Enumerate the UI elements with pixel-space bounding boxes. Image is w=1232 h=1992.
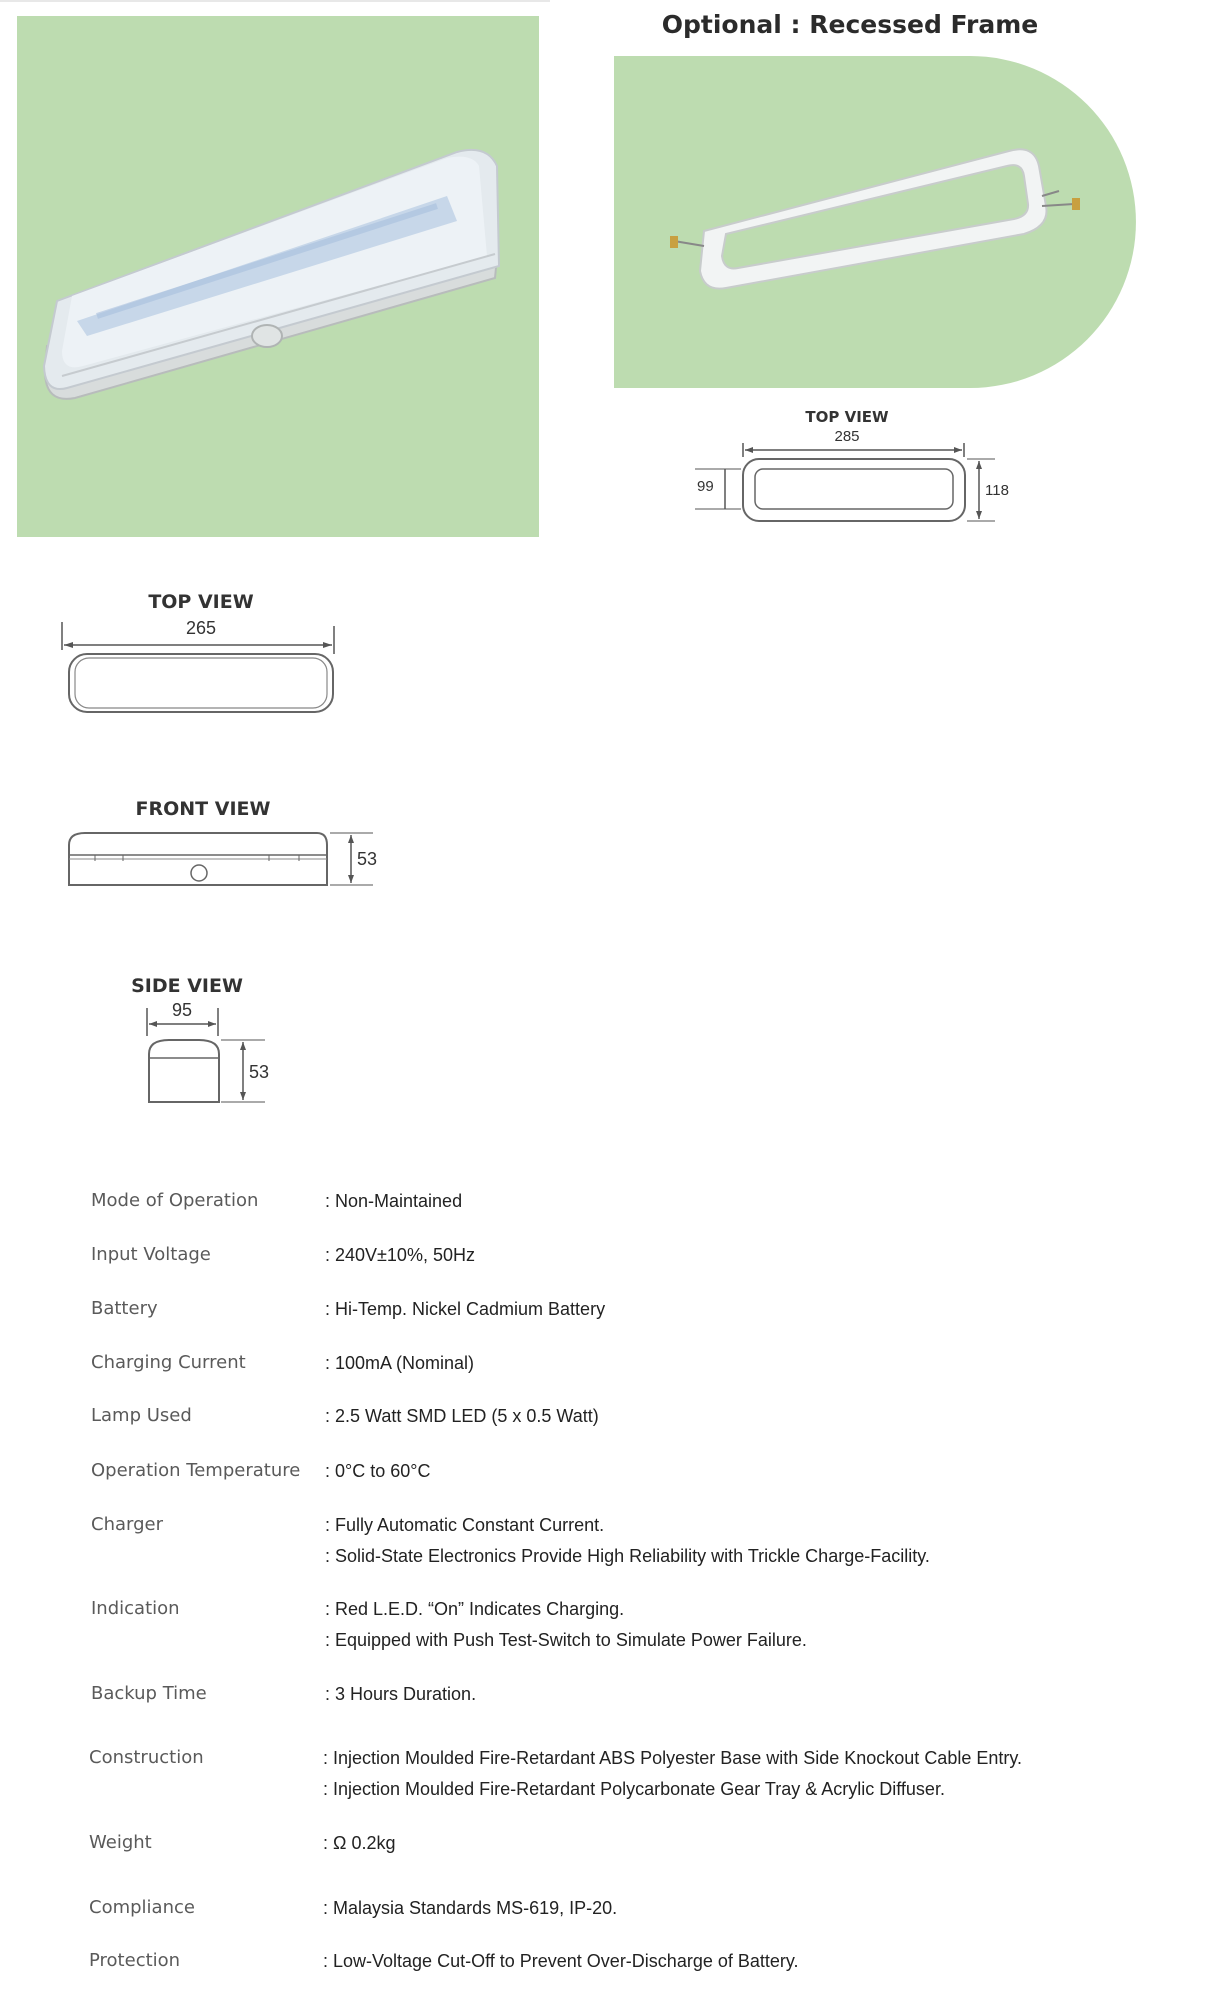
frame-top-view-title: TOP VIEW <box>805 408 889 426</box>
spec-label: Weight <box>89 1832 152 1853</box>
spec-label: Backup Time <box>91 1683 207 1704</box>
unit-top-view-title: TOP VIEW <box>148 591 254 613</box>
unit-width-label: 265 <box>185 618 217 638</box>
top-divider <box>0 0 550 2</box>
product-photo <box>17 16 539 537</box>
spec-label: Mode of Operation <box>91 1190 259 1211</box>
unit-side-view-title: SIDE VIEW <box>131 975 243 997</box>
spec-label: Lamp Used <box>91 1405 192 1426</box>
spec-value: : Ω 0.2kg <box>323 1833 396 1853</box>
recessed-frame-title: Optional : Recessed Frame <box>661 10 1039 39</box>
unit-front-view-drawing <box>55 795 395 905</box>
spec-value: : 2.5 Watt SMD LED (5 x 0.5 Watt) <box>325 1406 599 1426</box>
unit-front-height-label: 53 <box>357 849 378 869</box>
frame-top-view-drawing <box>695 405 1015 525</box>
spec-label: Battery <box>91 1298 158 1319</box>
unit-top-view-drawing <box>55 588 355 728</box>
spec-value: : Malaysia Standards MS-619, IP-20. <box>323 1898 618 1918</box>
spec-label: Charger <box>91 1514 163 1535</box>
unit-side-width-label: 95 <box>171 1000 193 1020</box>
emergency-light-illustration <box>17 16 539 537</box>
unit-side-height-label: 53 <box>249 1062 270 1082</box>
recessed-frame-illustration <box>614 56 1136 388</box>
spec-value: : Fully Automatic Constant Current. <box>325 1515 605 1535</box>
spec-value: : 100mA (Nominal) <box>325 1353 475 1373</box>
spec-value: : Injection Moulded Fire-Retardant ABS Polyester Base with Side Knockout Cable Entry. <box>323 1748 1023 1768</box>
spec-label: Protection <box>89 1950 181 1971</box>
spec-value: : Equipped with Push Test-Switch to Simulate Power Failure. <box>325 1630 807 1650</box>
spec-value: : 3 Hours Duration. <box>325 1684 477 1704</box>
frame-width-label: 285 <box>834 428 860 445</box>
spec-label: Charging Current <box>91 1352 246 1373</box>
spec-label: Construction <box>89 1747 204 1768</box>
spec-value: : Solid-State Electronics Provide High Reliability with Trickle Charge-Facility. <box>325 1546 930 1566</box>
spec-value: : Injection Moulded Fire-Retardant Polycarbonate Gear Tray & Acrylic Diffuser. <box>323 1779 945 1799</box>
spec-label: Compliance <box>89 1897 195 1918</box>
spec-value: : Red L.E.D. “On” Indicates Charging. <box>325 1599 625 1619</box>
unit-front-view-title: FRONT VIEW <box>135 798 271 820</box>
frame-depth-outer-label: 118 <box>985 482 1009 499</box>
spec-label: Input Voltage <box>91 1244 211 1265</box>
frame-depth-inner-label: 99 <box>697 478 714 495</box>
spec-value: : 240V±10%, 50Hz <box>325 1245 475 1265</box>
recessed-frame-photo <box>614 56 1136 388</box>
spec-label: Indication <box>91 1598 180 1619</box>
spec-value: : Hi-Temp. Nickel Cadmium Battery <box>325 1299 606 1319</box>
spec-value: : Low-Voltage Cut-Off to Prevent Over-Discharge of Battery. <box>323 1951 799 1971</box>
spec-label: Operation Temperature <box>91 1460 301 1481</box>
spec-value: : Non-Maintained <box>325 1191 463 1211</box>
spec-value: : 0°C to 60°C <box>325 1461 431 1481</box>
unit-side-view-drawing <box>125 972 305 1112</box>
